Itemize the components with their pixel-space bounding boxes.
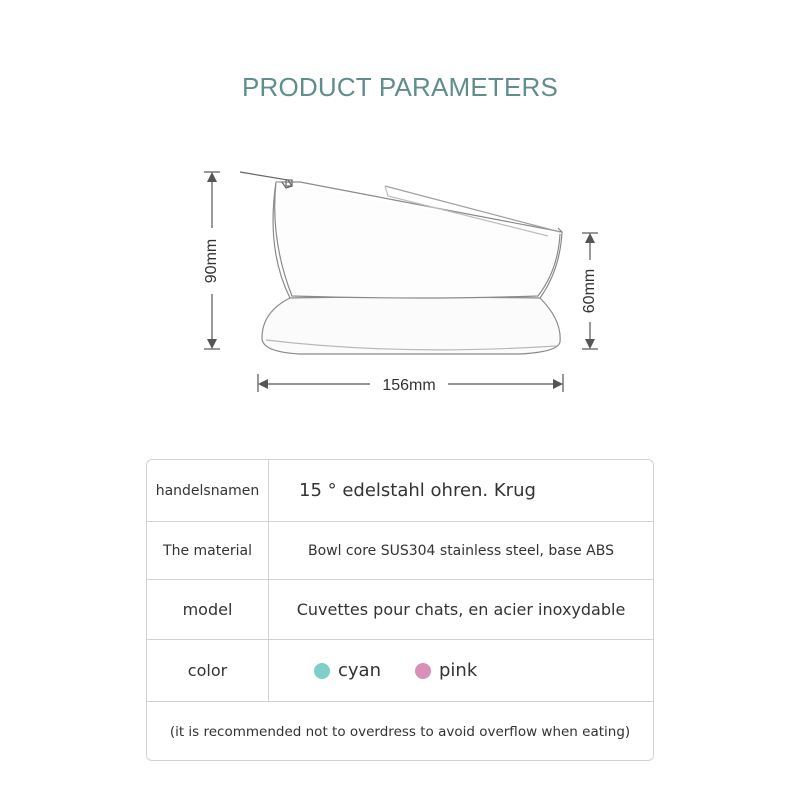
spec-table xyxy=(146,459,654,761)
spec-value: Cuvettes pour chats, en acier inoxydable xyxy=(296,600,626,619)
pink-swatch xyxy=(415,663,431,679)
bowl-outline xyxy=(240,172,562,354)
spec-label: color xyxy=(147,640,269,701)
spec-label: handelsnamen xyxy=(147,460,269,521)
spec-row-material xyxy=(147,522,653,580)
color-name: cyan xyxy=(338,660,381,681)
color-option-pink xyxy=(415,660,477,681)
usage-note: (it is recommended not to overdress to avoid overflow when eating) xyxy=(169,724,631,740)
height-total-label: 90mm xyxy=(203,238,220,284)
spec-label: The material xyxy=(147,522,269,579)
color-name: pink xyxy=(439,660,478,681)
width-label: 156mm xyxy=(382,377,436,394)
color-option-cyan xyxy=(314,660,381,681)
spec-row-model xyxy=(147,580,653,640)
color-options xyxy=(269,640,653,701)
spec-row-color xyxy=(147,640,653,702)
spec-value: 15 ° edelstahl ohren. Krug xyxy=(299,480,536,501)
spec-label: model xyxy=(147,580,269,639)
page-title: PRODUCT PARAMETERS xyxy=(241,72,559,102)
height-base-label: 60mm xyxy=(581,268,598,314)
spec-row-note xyxy=(147,702,653,761)
cyan-swatch xyxy=(314,663,330,679)
spec-row-trade-name xyxy=(147,460,653,522)
spec-value: Bowl core SUS304 stainless steel, base ABS xyxy=(307,542,615,559)
